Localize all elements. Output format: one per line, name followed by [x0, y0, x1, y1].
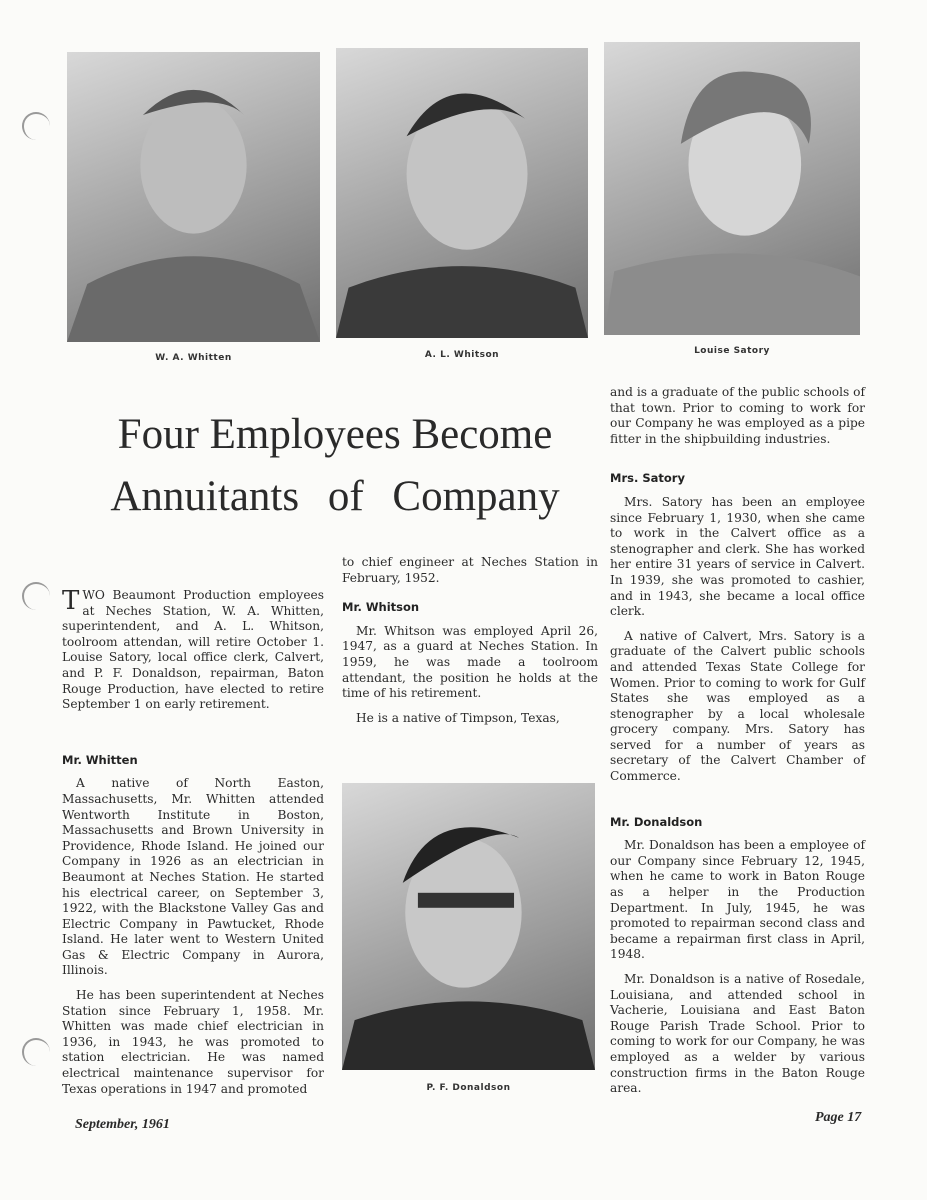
paragraph: Mr. Whitson was employed April 26, 1947, as a guard at Neches Station. In 1959, he was made a toolroom attendant, the position he holds at the time of his retirement.: [342, 623, 598, 701]
column-3: [610, 385, 865, 1106]
photo-whitten: [67, 52, 320, 342]
intro-paragraph: [62, 588, 324, 713]
photo-caption: Louise Satory: [694, 346, 770, 356]
section-heading-whitten: Mr. Whitten: [62, 752, 138, 767]
paragraph: Mr. Donaldson is a native of Rosedale, Louisiana, and attended school in Vacherie, Louisiana and East Baton Rouge Parish Trade School. Prior to coming to work for our Company, he was employed as a welder by various construction firms in the Baton Rouge area.: [610, 972, 865, 1096]
drop-cap: T: [62, 586, 80, 616]
page-number: Page 17: [815, 1110, 862, 1125]
photo-caption: A. L. Whitson: [424, 350, 500, 360]
paragraph-continued: to chief engineer at Neches Station in February, 1952.: [342, 555, 598, 585]
paragraph: A native of North Easton, Massachusetts, Mr. Whitten attended Wentworth Institute in Boston, Massachusetts and Brown University in Providence, Rhode Island. He joined our Company in 1926 as an electrician in Beaumont at Neches Station. He started his electrical career, on September 3, 1922, with the Blackstone Valley Gas and Electric Company in Pawtucket, Rhode Island. He later went to Western United Gas & Electric Company in Aurora, Illinois.: [62, 776, 324, 978]
punch-hole: [22, 582, 50, 610]
footer-date: September, 1961: [75, 1117, 170, 1132]
headline-line-2: Annuitants of Company: [110, 473, 560, 520]
section-heading-donaldson: Mr. Donaldson: [610, 814, 703, 829]
column-2: [342, 555, 598, 735]
paragraph: Mr. Donaldson has been a employee of our Company since February 12, 1945, when he came to work in Baton Rouge as a helper in the Production Department. In July, 1945, he was promoted to repairman second class and became a repairman first class in April, 1948.: [610, 838, 865, 962]
punch-hole: [22, 112, 50, 140]
section-heading-whitson: Mr. Whitson: [342, 600, 420, 615]
photo-donaldson: [342, 783, 595, 1070]
photo-satory: [604, 42, 860, 335]
paragraph-continued: and is a graduate of the public schools of that town. Prior to coming to work for our Company he was employed as a pipe fitter in the shipbuilding industries.: [610, 385, 865, 446]
column-1: [62, 588, 324, 1106]
paragraph: Mrs. Satory has been an employee since February 1, 1930, when she came to work in the Calvert office as a stenographer and clerk. She has worked her entire 31 years of service in Calvert. In 1939, she was promoted to cashier, and in 1943, she became a local office clerk.: [610, 494, 865, 619]
photo-caption: W. A. Whitten: [155, 353, 232, 363]
paragraph: He has been superintendent at Neches Station since February 1, 1958. Mr. Whitten was made chief electrician in 1936, in 1943, he was promoted to station electrician. He was named electrical maintenance supervisor for Texas operations in 1947 and promoted: [62, 988, 324, 1096]
photo-whitson: [336, 48, 588, 338]
headline-line-1: Four Employees Become: [117, 411, 553, 458]
punch-hole: [22, 1038, 50, 1066]
photo-caption: P. F. Donaldson: [426, 1083, 511, 1093]
intro-text: WO Beaumont Production employees at Neches Station, W. A. Whitten, superintendent, and A. L. Whitson, toolroom attendan, will retire October 1. Louise Satory, local office clerk, Calvert, and P. F. Donaldson, repairman, Baton Rouge Production, have elected to retire September 1 on early retirement.: [62, 588, 324, 712]
paragraph: He is a native of Timpson, Texas,: [356, 710, 560, 725]
paragraph: A native of Calvert, Mrs. Satory is a graduate of the Calvert public schools and attended Texas State College for Women. Prior to coming to work for Gulf States she was employed as a stenographer by a local wholesale grocery company. Mrs. Satory has served for a number of years as secretary of the Calvert Chamber of Commerce.: [610, 628, 865, 784]
section-heading-satory: Mrs. Satory: [610, 471, 685, 486]
